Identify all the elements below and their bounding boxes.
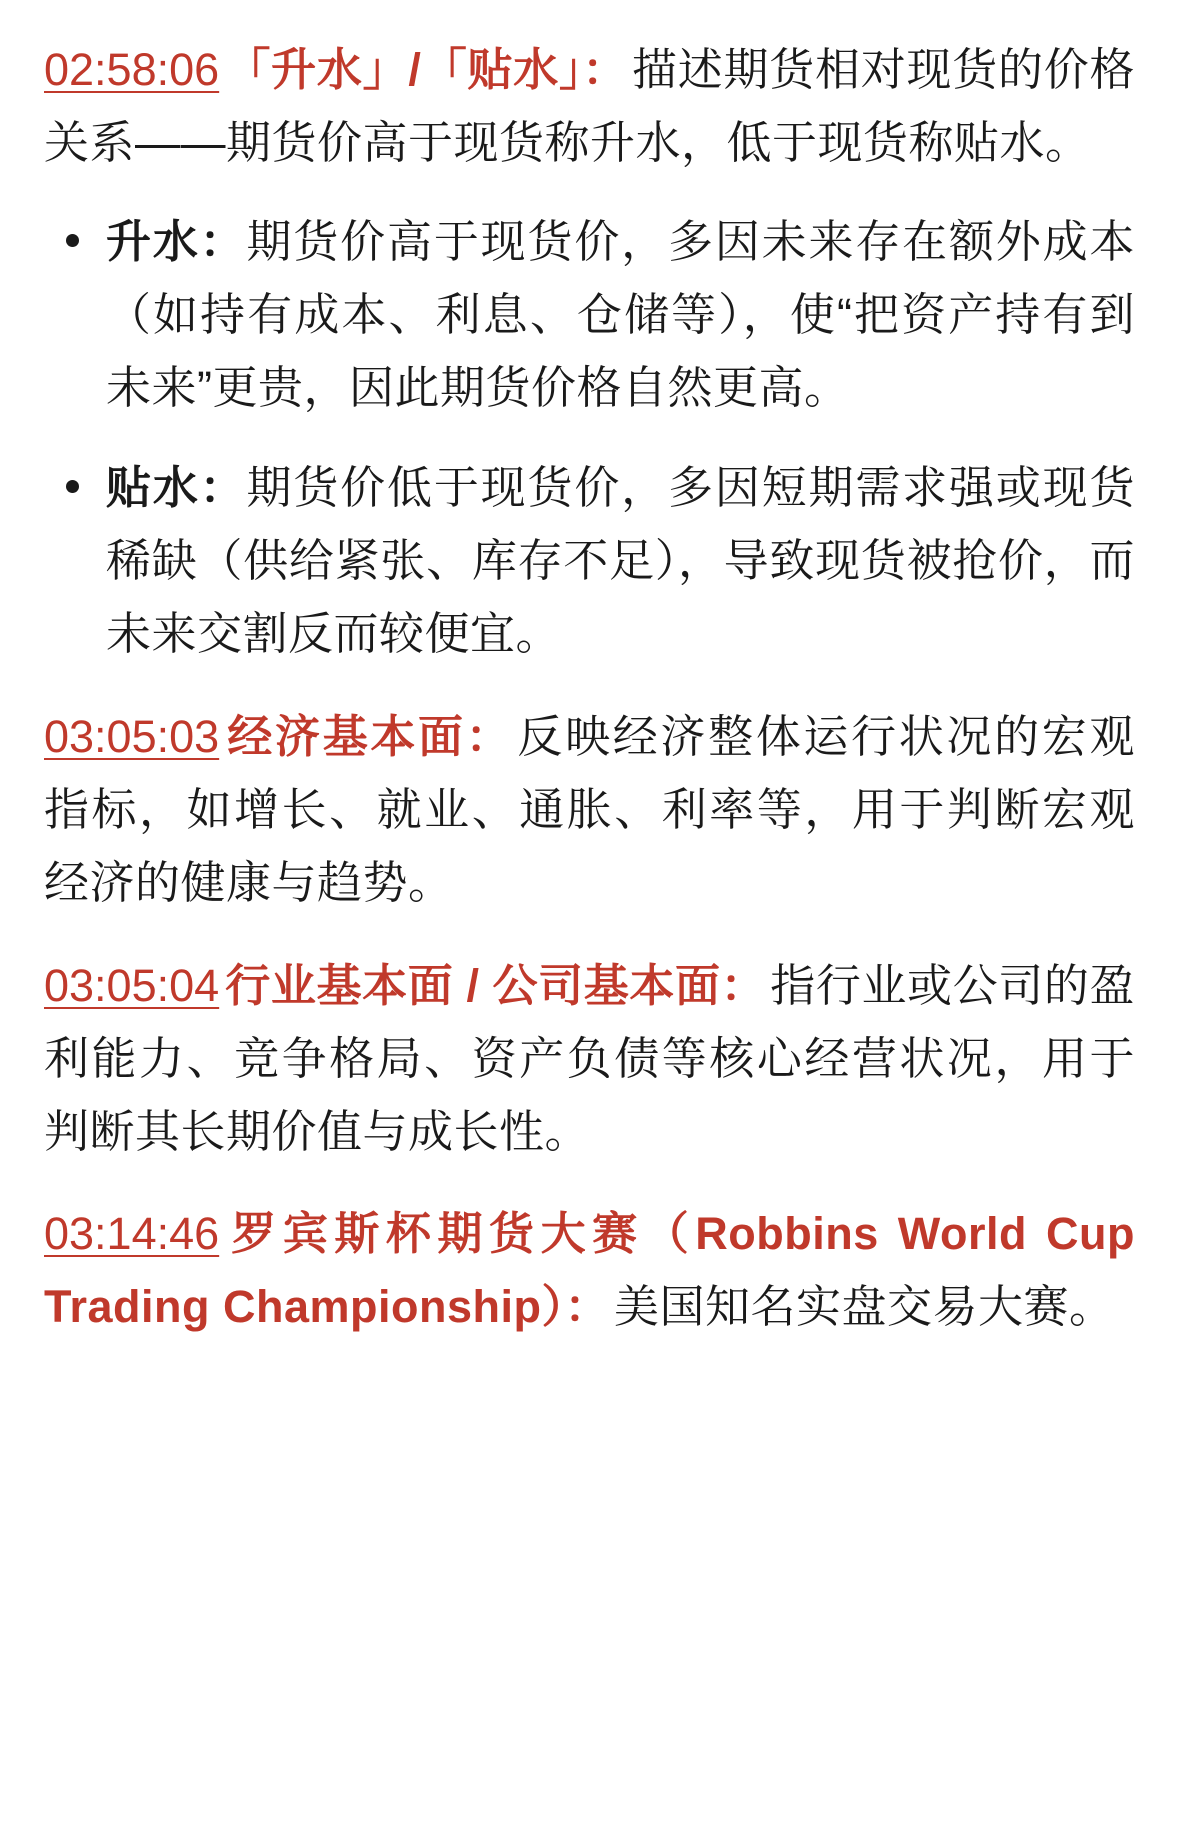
- entry-term: 罗宾斯杯期货大赛（Robbins World Cup Trading Championship）：: [44, 1208, 1135, 1333]
- glossary-entry: [44, 950, 1135, 1169]
- timestamp-link[interactable]: 03:05:03: [44, 711, 220, 763]
- entry-term: 经济基本面：: [225, 711, 514, 763]
- bullet-text: 期货价高于现货价，多因未来存在额外成本（如持有成本、利息、仓储等），使“把资产持有到未来”更贵，因此期货价格自然更高。: [106, 215, 1135, 413]
- entry-term: 行业基本面 / 公司基本面：: [225, 959, 767, 1011]
- entry-paragraph: [44, 34, 1135, 180]
- bullet-dot-icon: [66, 234, 79, 247]
- bullet-term: 贴水：: [106, 462, 247, 514]
- timestamp-link[interactable]: 02:58:06: [44, 44, 220, 95]
- entry-term: 「升水」/「贴水」：: [225, 44, 628, 95]
- list-item: [44, 452, 1135, 671]
- entry-paragraph: [44, 950, 1135, 1169]
- bullet-dot-icon: [66, 480, 79, 493]
- bullet-term: 升水：: [106, 215, 247, 267]
- timestamp-link[interactable]: 03:05:04: [44, 959, 220, 1011]
- entry-definition: 美国知名实盘交易大赛。: [614, 1281, 1115, 1333]
- glossary-entry: [44, 1198, 1135, 1344]
- entry-paragraph: [44, 1198, 1135, 1344]
- glossary-entry: [44, 701, 1135, 920]
- timestamp-link[interactable]: 03:14:46: [44, 1208, 220, 1260]
- entry-definition: 反映经济整体运行状况的宏观指标，如增长、就业、通胀、利率等，用于判断宏观经济的健康与趋势。: [44, 711, 1135, 908]
- entry-definition: 描述期货相对现货的价格关系——期货价高于现货称升水，低于现货称贴水。: [44, 44, 1135, 168]
- bullet-list: [44, 206, 1135, 671]
- entry-definition: 指行业或公司的盈利能力、竞争格局、资产负债等核心经营状况，用于判断其长期价值与成长性。: [44, 959, 1135, 1157]
- list-item: [44, 206, 1135, 425]
- entry-paragraph: [44, 701, 1135, 920]
- bullet-text: 期货价低于现货价，多因短期需求强或现货稀缺（供给紧张、库存不足），导致现货被抢价，而未来交割反而较便宜。: [106, 462, 1135, 660]
- glossary-entry: [44, 34, 1135, 671]
